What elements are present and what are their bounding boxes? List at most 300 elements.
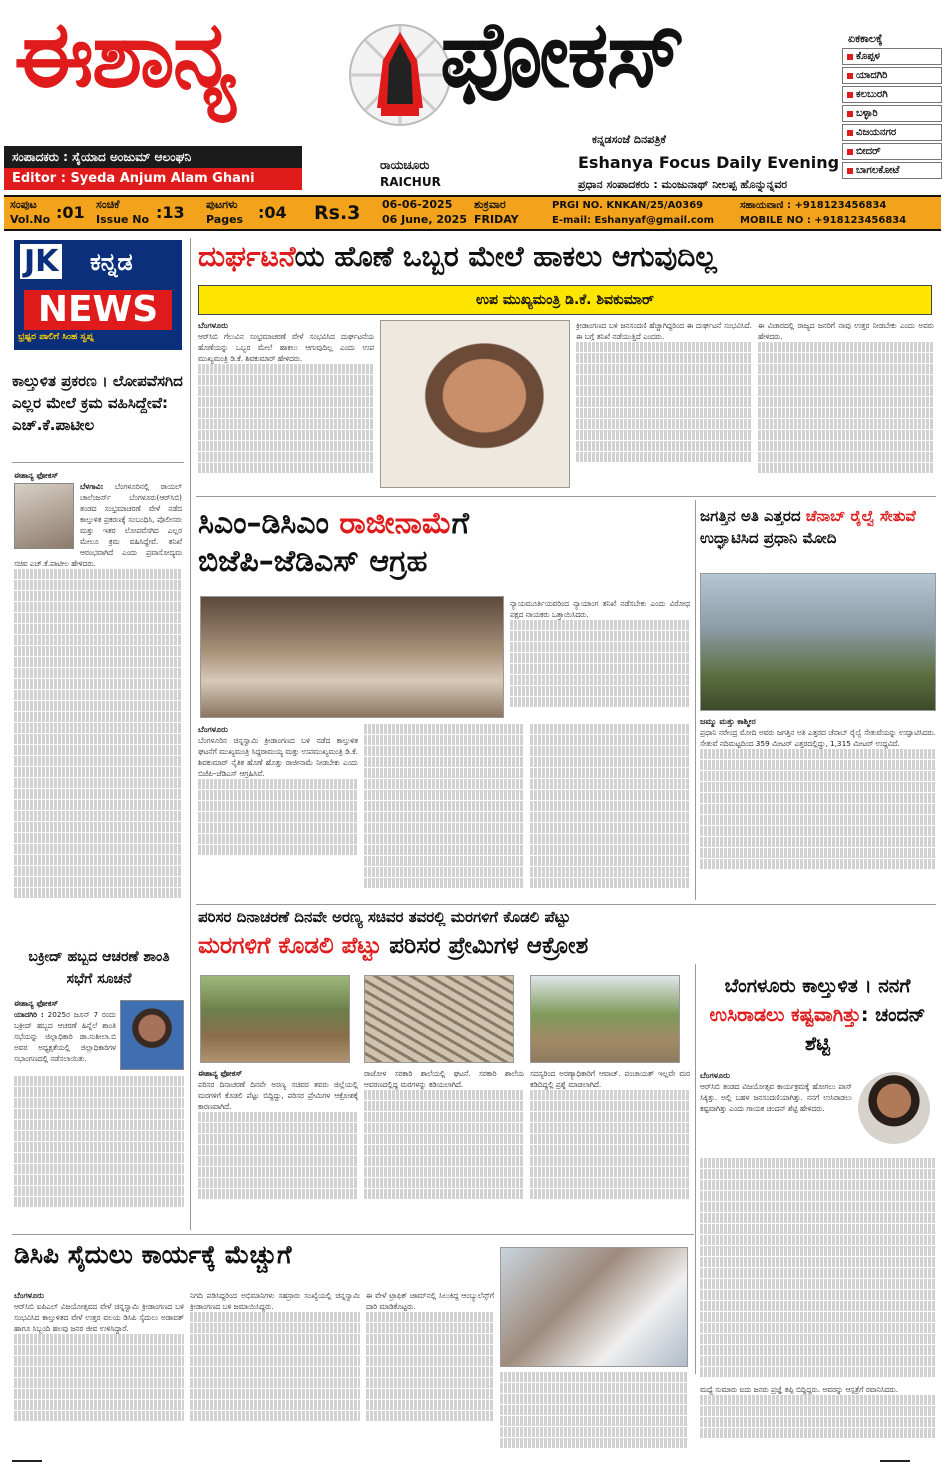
story1-headline-rest: ಯ ಹೊಣೆ ಒಬ್ಬರ ಮೇಲೆ ಹಾಕಲು ಆಗುವುದಿಲ್ಲ (294, 240, 717, 273)
text-line (14, 1120, 184, 1130)
text-line (700, 1235, 936, 1245)
text-line (758, 386, 934, 396)
edition-item: ಬಾಗಲಕೋಟೆ (842, 162, 942, 179)
text-line (364, 845, 524, 855)
story3-headline-b: ಉದ್ಘಾಟಿಸಿದ ಪ್ರಧಾನಿ ಮೋದಿ (700, 529, 837, 547)
text-line (364, 757, 524, 767)
text-line (758, 430, 934, 440)
helpline: ಸಹಾಯವಾಣಿ : +918123456834 (740, 200, 887, 211)
text-line (758, 408, 934, 418)
text-line (14, 1411, 184, 1421)
text-line (14, 1389, 184, 1399)
editor-kannada: ಸಂಪಾದಕರು : ಸೈಯಾದ ಅಂಜುಮ್ ಆಲಂಘನಿ (4, 146, 302, 168)
text-line (14, 1400, 184, 1410)
text-line (700, 859, 936, 869)
text-line (700, 1367, 936, 1377)
text-line (700, 837, 936, 847)
story1-headline (198, 240, 717, 274)
story4-headline (198, 933, 588, 959)
text-line (364, 867, 524, 877)
text-line (510, 620, 690, 630)
prgi-number: PRGI NO. KNKAN/25/A0369 (552, 200, 704, 211)
text-line (14, 822, 182, 832)
text-line (366, 1400, 494, 1410)
text-line (364, 779, 524, 789)
text-line (364, 834, 524, 844)
text-line (190, 1323, 360, 1333)
text-line (530, 735, 690, 745)
text-line (530, 1134, 690, 1144)
text-line (758, 452, 934, 462)
editor-box (4, 146, 302, 192)
text-line (366, 1323, 494, 1333)
text-line (364, 746, 524, 756)
story1-column-2 (576, 320, 752, 492)
text-line (14, 1175, 184, 1185)
text-line (198, 1167, 358, 1177)
editions-heading: ಏಕಕಾಲಕ್ಕೆ (848, 32, 883, 45)
text-line (500, 1405, 688, 1415)
text-line (530, 746, 690, 756)
text-line (198, 430, 374, 440)
text-line (576, 342, 752, 352)
date-english: 06 June, 2025 (382, 213, 467, 226)
text-line (530, 768, 690, 778)
text-line (364, 768, 524, 778)
edition-item: ಯಾದಗಿರಿ (842, 67, 942, 84)
text-line (758, 463, 934, 473)
text-line (700, 1202, 936, 1212)
story3-body (700, 716, 936, 902)
jk-kannada-news-ad (14, 240, 182, 350)
ad-tagline: ಭ್ರಷ್ಟರ ಪಾಲಿಗೆ ಸಿಂಹ ಸ್ವಪ್ನ (18, 332, 94, 342)
text-line (364, 1189, 524, 1199)
text-line (14, 679, 182, 689)
text-line (198, 801, 358, 811)
story4-text: ಪರಿಸರ ದಿನಾಚರಣೆ ದಿನವೇ ಅರಣ್ಯ ಸಚಿವರ ತವರು ಜಿಲ್ಲೆಯಲ್ಲಿ ಮರಗಳಿಗೆ ಕೊಡಲಿ ಪೆಟ್ಟು ಬಿದ್ದಿದ್ದು, ಪರಿಸರ ಪ್ರೇಮಿಗಳ ಆಕ್ರೋಶಕ್ಕೆ ಕಾರಣವಾಗಿದೆ. (198, 1080, 358, 1111)
text-line (700, 815, 936, 825)
text-line (530, 812, 690, 822)
text-line (190, 1400, 360, 1410)
text-line (530, 1123, 690, 1133)
text-line (14, 569, 182, 579)
text-line (366, 1389, 494, 1399)
text-line (198, 397, 374, 407)
volume-number: :01 (56, 203, 85, 222)
story2-headline-a: ಸಿಎಂ–ಡಿಸಿಎಂ (198, 506, 340, 541)
text-line (198, 1145, 358, 1155)
text-line (14, 1197, 184, 1207)
text-line (198, 419, 374, 429)
divider (196, 904, 936, 905)
text-line (530, 801, 690, 811)
text-line (700, 1257, 936, 1267)
story2-column-side (510, 598, 690, 720)
temple-emblem-icon (345, 20, 455, 130)
day-english: FRIDAY (474, 213, 519, 226)
edition-item: ಕಲಬುರಗಿ (842, 86, 942, 103)
story1-column-1 (198, 320, 374, 492)
text-line (510, 631, 690, 641)
masthead-english-title: Eshanya Focus Daily Evening (578, 153, 840, 172)
text-line (700, 1158, 936, 1168)
text-line (190, 1389, 360, 1399)
felled-logs-photo (364, 975, 514, 1063)
text-line (198, 463, 374, 473)
story5-continuation (700, 1158, 936, 1380)
text-line (700, 749, 936, 759)
text-line (198, 790, 358, 800)
text-line (700, 826, 936, 836)
masthead-title-right: ಫೋಕಸ್ (440, 0, 684, 108)
text-line (700, 1356, 936, 1366)
story1-subhead: ಉಪ ಮುಖ್ಯಮಂತ್ರಿ ಡಿ.ಕೆ. ಶಿವಕುಮಾರ್ (198, 285, 932, 315)
text-line (576, 441, 752, 451)
masthead (0, 0, 945, 235)
text-line (14, 1131, 184, 1141)
story2-headline (198, 505, 469, 581)
text-line (530, 1112, 690, 1122)
text-line (198, 1134, 358, 1144)
text-line (198, 1178, 358, 1188)
text-line (198, 845, 358, 855)
text-line (530, 867, 690, 877)
text-line (576, 408, 752, 418)
modi-chenab-bridge-photo (700, 573, 936, 711)
text-line (190, 1334, 360, 1344)
text-line (198, 823, 358, 833)
text-line (530, 878, 690, 888)
text-line (366, 1334, 494, 1344)
ad-kannada: ಕನ್ನಡ (90, 248, 133, 276)
text-line (14, 800, 182, 810)
edition-item: ವಿಜಯನಗರ (842, 124, 942, 141)
dateline: ಬೆಂಗಳೂರು (700, 1071, 730, 1080)
story4-text-3: ಸದಸ್ಯರಿಂದ ಅರಣ್ಯಾಧಿಕಾರಿಗೆ ಆವಾಜ್. ಪಂಚಾಯತ್ ಇಲ್ಲವೇ ಮರ ಕಡಿದಿದ್ದಲ್ಲಿ ಪ್ರಶ್ನೆ ಮಾಡಲಾಗಿದೆ. (530, 1069, 690, 1089)
story4-text-2: ರಾಜೋಳ ಸರಕಾರಿ ಶಾಲೆಯಲ್ಲಿ ಘಟನೆ. ಸರಕಾರಿ ಶಾಲೆಯ ಆವರಣದಲ್ಲಿದ್ದ ಮರಗಳನ್ನು ಕಡಿಯಲಾಗಿದೆ. (364, 1069, 524, 1089)
story1-column-3 (758, 320, 934, 492)
text-line (198, 452, 374, 462)
story2-headline-red: ರಾಜೀನಾಮೆ (339, 506, 452, 541)
text-line (14, 1334, 184, 1344)
story1-headline-red: ದುರ್ಘಟನೆ (198, 240, 295, 273)
text-line (530, 724, 690, 734)
story2-headline-line2: ಬಿಜೆಪಿ–ಜೆಡಿಎಸ್ ಆಗ್ರಹ (198, 544, 428, 579)
text-line (14, 1378, 184, 1388)
text-line (14, 767, 182, 777)
text-line (530, 1156, 690, 1166)
text-line (700, 771, 936, 781)
text-line (14, 789, 182, 799)
email: E-mail: Eshanyaf@gmail.com (552, 215, 715, 226)
issue-label-kn: ಸಂಚಿಕೆ (96, 198, 120, 211)
text-line (758, 342, 934, 352)
text-line (14, 1087, 184, 1097)
text-line (198, 441, 374, 451)
issue-label-en: Issue No (96, 213, 150, 226)
text-line (364, 1167, 524, 1177)
text-line (14, 877, 182, 887)
text-line (758, 364, 934, 374)
text-line (758, 375, 934, 385)
bjp-jds-meeting-photo (200, 596, 504, 718)
text-line (198, 386, 374, 396)
story2-headline-line1 (198, 505, 469, 543)
dateline: ಜಮ್ಮು ಮತ್ತು ಕಾಶ್ಮೀರ (700, 717, 756, 726)
story2-text: ಬೆಂಗಳೂರಿನ ಚಿನ್ನಸ್ವಾಮಿ ಕ್ರೀಡಾಂಗಣದ ಬಳಿ ನಡೆದ ಕಾಲ್ತುಳಿತ ಘಟನೆಗೆ ಮುಖ್ಯಮಂತ್ರಿ ಸಿದ್ದರಾಮಯ್ಯ ಮತ್ತು ಉಪಮುಖ್ಯಮಂತ್ರಿ ಡಿ.ಕೆ. ಶಿವಕುಮಾರ್ ನೈತಿಕ ಹೊಣೆ ಹೊತ್ತು ರಾಜೀನಾಮೆ ನೀಡಬೇಕು ಎಂದು ಬಿಜೆಪಿ–ಜೆಡಿಎಸ್ ಆಗ್ರಹಿಸಿವೆ. (198, 736, 358, 778)
text-line (700, 1180, 936, 1190)
text-line (14, 580, 182, 590)
editor-english: Editor : Syeda Anjum Alam Ghani (4, 168, 302, 190)
text-line (576, 397, 752, 407)
text-line (530, 834, 690, 844)
left-story-body (14, 470, 182, 940)
dateline: ಬೆಂಗಳೂರು (14, 1291, 44, 1300)
dk-shivakumar-photo (380, 320, 570, 488)
footer-mark (880, 1460, 910, 1462)
edition-item: ಬೀದರ್ (842, 143, 942, 160)
text-line (510, 653, 690, 663)
text-line (700, 1224, 936, 1234)
text-line (14, 833, 182, 843)
text-line (364, 823, 524, 833)
text-line (190, 1367, 360, 1377)
story3-headline (700, 505, 935, 549)
story5-headline-a: ಬೆಂಗಳೂರು ಕಾಲ್ತುಳಿತ । ನನಗೆ (724, 975, 911, 997)
dateline: ಯಾದಗಿರಿ : (14, 1010, 44, 1019)
text-line (14, 734, 182, 744)
text-line (510, 664, 690, 674)
left-headline: ಕಾಲ್ತುಳಿತ ಪ್ರಕರಣ । ಲೋಪವೆಸಗಿದ ಎಲ್ಲರ ಮೇಲೆ ಕ್ರಮ ವಹಿಸಿದ್ದೇವೆ: ಎಚ್.ಕೆ.ಪಾಟೀಲ (12, 372, 183, 434)
column-divider (190, 238, 191, 1230)
text-line (758, 419, 934, 429)
cleared-land-photo (530, 975, 680, 1063)
text-line (700, 1334, 936, 1344)
text-line (190, 1312, 360, 1322)
text-line (700, 1191, 936, 1201)
text-line (500, 1383, 688, 1393)
text-line (14, 778, 182, 788)
text-line (500, 1372, 688, 1382)
text-line (576, 386, 752, 396)
text-line (14, 1076, 184, 1086)
dateline: ಬೆಂಗಳೂರು (198, 321, 228, 330)
text-line (700, 1169, 936, 1179)
text-line (700, 1406, 936, 1416)
story6-text-4: ಮಧ್ಯೆ ಸುಮಾರು ಐದು ಜನರು ಪ್ರಜ್ಞೆ ತಪ್ಪಿ ಬಿದ್ದಿದ್ದರು. ಅವರನ್ನು ಆಸ್ಪತ್ರೆಗೆ ರವಾನಿಸಿದರು. (700, 1385, 899, 1394)
text-line (700, 1417, 936, 1427)
text-line (14, 745, 182, 755)
text-line (366, 1345, 494, 1355)
footer-mark (12, 1460, 42, 1462)
text-line (530, 779, 690, 789)
text-line (14, 1142, 184, 1152)
text-line (700, 1279, 936, 1289)
text-line (14, 1153, 184, 1163)
text-line (14, 690, 182, 700)
text-line (530, 1167, 690, 1177)
story6-column-3 (366, 1290, 494, 1450)
text-line (758, 353, 934, 363)
divider (196, 496, 936, 497)
pages-label-kn: ಪುಟಗಳು (206, 198, 238, 211)
edition-item: ಕೊಪ್ಪಳ (842, 48, 942, 65)
text-line (14, 712, 182, 722)
chief-editor: ಪ್ರಧಾನ ಸಂಪಾದಕರು : ಮಂಜುನಾಥ್ ನೀಲಪ್ಪ ಹೊನ್ನುನ್ನವರ (578, 178, 788, 191)
dateline: ಬೆಂಗಳೂರು (198, 725, 228, 734)
text-line (364, 801, 524, 811)
date-numeric: 06-06-2025 (382, 198, 453, 211)
text-line (14, 624, 182, 634)
text-line (14, 602, 182, 612)
text-line (500, 1416, 688, 1426)
text-line (500, 1394, 688, 1404)
column-divider (695, 500, 696, 900)
text-line (700, 804, 936, 814)
text-line (14, 888, 182, 898)
text-line (198, 1123, 358, 1133)
story2-column-2 (364, 724, 524, 900)
story3-headline-red: ಚೆನಾಬ್ ರೈಲ್ವೆ ಸೇತುವೆ (805, 507, 916, 525)
text-line (530, 1090, 690, 1100)
text-line (364, 812, 524, 822)
story4-column-3 (530, 1068, 690, 1228)
text-line (198, 1112, 358, 1122)
byline: ಈಶಾನ್ಯ ಫೋಕಸ್ (198, 1069, 243, 1078)
text-line (14, 1345, 184, 1355)
text-line (510, 697, 690, 707)
text-line (366, 1312, 494, 1322)
bakrid-headline: ಬಕ್ರೀದ್ ಹಬ್ಬದ ಆಚರಣೆ ಶಾಂತಿ ಸಭೆಗೆ ಸೂಚನೆ (28, 949, 170, 987)
text-line (14, 1109, 184, 1119)
text-line (366, 1411, 494, 1421)
text-line (364, 1112, 524, 1122)
story1-text-2: ಕ್ರೀಡಾಂಗಣದ ಬಳಿ ಜನಸಂದಣಿ ಹೆಚ್ಚಾಗಿದ್ದರಿಂದ ಈ ದುರ್ಘಟನೆ ಸಂಭವಿಸಿದೆ. ಈ ಬಗ್ಗೆ ತನಿಖೆ ನಡೆಯುತ್ತಿದೆ ಎಂದರು. (576, 321, 752, 341)
text-line (700, 1290, 936, 1300)
text-line (14, 855, 182, 865)
story6-column-1 (14, 1290, 184, 1450)
text-line (14, 591, 182, 601)
text-line (14, 1367, 184, 1377)
text-line (366, 1356, 494, 1366)
column-divider (695, 964, 696, 1374)
text-line (364, 790, 524, 800)
text-line (198, 364, 374, 374)
text-line (14, 866, 182, 876)
text-line (198, 1156, 358, 1166)
text-line (14, 811, 182, 821)
story2-headline-b: ಗೆ (451, 506, 470, 541)
story5-headline (700, 972, 935, 1059)
story6-column-2 (190, 1290, 360, 1450)
text-line (198, 375, 374, 385)
text-line (366, 1378, 494, 1388)
text-line (366, 1367, 494, 1377)
story5-body (700, 1070, 852, 1154)
text-line (14, 756, 182, 766)
story3-text: ಪ್ರಧಾನಿ ನರೇಂದ್ರ ಮೋದಿ ಅವರು ಜಗತ್ತಿನ ಅತಿ ಎತ್ತರದ ಚೆನಾಬ್ ರೈಲ್ವೆ ಸೇತುವೆಯನ್ನು ಉದ್ಘಾಟಿಸಿದರು. ಸೇತುವೆ ನದಿಮಟ್ಟದಿಂದ 359 ಮೀಟರ್ ಎತ್ತರದಲ್ಲಿದ್ದು, 1,315 ಮೀಟರ್ ಉದ್ದವಿದೆ. (700, 728, 936, 748)
story5-text: ಆರ್‌ಸಿಬಿ ತಂಡದ ವಿಜಯೋತ್ಸವ ಕಾರ್ಯಕ್ರಮಕ್ಕೆ ಹೋಗಲು ಪಾಸ್ ಸಿಕ್ಕಿತ್ತು. ಅಲ್ಲಿ ಬಹಳ ಜನಸಂದಣಿಯಾಗಿತ್ತು. ನನಗೆ ಉಸಿರಾಡಲು ಕಷ್ಟವಾಗಿತ್ತು ಎಂದು ಗಾಯಕ ಚಂದನ್ ಶೆಟ್ಟಿ ಹೇಳಿದರು. (700, 1082, 852, 1113)
text-line (364, 735, 524, 745)
ad-jk: JK (20, 244, 62, 279)
text-line (364, 1134, 524, 1144)
text-line (198, 779, 358, 789)
text-line (700, 1213, 936, 1223)
text-line (530, 845, 690, 855)
masthead-subtitle: ಕನ್ನಡಸಂಜೆ ದಿನಪತ್ರಿಕೆ (592, 133, 666, 146)
text-line (510, 642, 690, 652)
story4-column-1 (198, 1068, 358, 1228)
text-line (14, 657, 182, 667)
story2-text-2: ನ್ಯಾಯಮೂರ್ತಿಯವರಿಂದ ನ್ಯಾಯಾಂಗ ತನಿಖೆ ನಡೆಸಬೇಕು ಎಂದು ವಿರೋಧ ಪಕ್ಷದ ನಾಯಕರು ಒತ್ತಾಯಿಸಿದರು. (510, 599, 690, 619)
story1-text-3: ಈ ವಿಚಾರದಲ್ಲಿ ರಾಜ್ಯದ ಜನರಿಗೆ ನಾವು ಉತ್ತರ ನೀಡಬೇಕು ಎಂದು ಅವರು ಹೇಳಿದರು. (758, 321, 934, 341)
issue-info-bar (4, 195, 941, 231)
text-line (700, 1301, 936, 1311)
text-line (700, 1312, 936, 1322)
dateline: ಬೆಳಗಾವಿ: (80, 482, 104, 491)
text-line (700, 1246, 936, 1256)
text-line (576, 430, 752, 440)
price: Rs.3 (314, 202, 361, 224)
text-line (198, 812, 358, 822)
story4-headline-rest: ಪರಿಸರ ಪ್ರೇಮಿಗಳ ಆಕ್ರೋಶ (381, 933, 589, 959)
story1-text: ಆರ್‌ಸಿಬಿ ಗೆಲುವಿನ ಸಂಭ್ರಮಾಚರಣೆ ವೇಳೆ ಸಂಭವಿಸಿದ ದುರ್ಘಟನೆಯ ಹೊಣೆಯನ್ನು ಒಬ್ಬರ ಮೇಲೆ ಹಾಕಲು ಆಗುವುದಿಲ್ಲ ಎಂದು ಉಪ ಮುಖ್ಯಮಂತ್ರಿ ಡಿ.ಕೆ. ಶಿವಕುಮಾರ್ ಹೇಳಿದರು. (198, 332, 374, 363)
bakrid-story-text: 2025ರ ಜೂನ್ 7 ರಂದು ಬಕ್ರೀದ್ ಹಬ್ಬದ ಆಚರಣೆ ಹಿನ್ನೆಲೆ ಶಾಂತಿ ಸಭೆಯನ್ನು ಜಿಲ್ಲಾಧಿಕಾರಿ ಡಾ.ಸುಶೀಲಾ.ಬಿ ಅವರ ಅಧ್ಯಕ್ಷತೆಯಲ್ಲಿ ಜಿಲ್ಲಾಧಿಕಾರಿಗಳ ಸಭಾಂಗಣದಲ್ಲಿ ನಡೆಸಲಾಯಿತು. (14, 1010, 116, 1063)
text-line (500, 1427, 688, 1437)
text-line (758, 441, 934, 451)
text-line (14, 701, 182, 711)
text-line (364, 1123, 524, 1133)
text-line (14, 844, 182, 854)
editions-list (842, 32, 942, 181)
text-line (530, 1145, 690, 1155)
text-line (364, 1090, 524, 1100)
text-line (576, 375, 752, 385)
byline: ಈಶಾನ್ಯ ಫೋಕಸ್ (14, 999, 59, 1008)
text-line (364, 724, 524, 734)
text-line (510, 686, 690, 696)
text-line (14, 1098, 184, 1108)
text-line (576, 452, 752, 462)
text-line (364, 878, 524, 888)
text-line (530, 1178, 690, 1188)
text-line (700, 1268, 936, 1278)
story6-text: ಆರ್‌ಸಿಬಿ ಐಪಿಎಲ್ ವಿಜಯೋತ್ಸವದ ವೇಳೆ ಚಿನ್ನಸ್ವಾಮಿ ಕ್ರೀಡಾಂಗಣದ ಬಳಿ ಸಂಭವಿಸಿದ ಕಾಲ್ತುಳಿತದ ವೇಳೆ ಉತ್ತರ ವಲಯ ಡಿಸಿಪಿ ಸೈದುಲು ಅಡಾವತ್ ಹಾಗೂ ಸಿಬ್ಬಂದಿ ಹಲವು ಜನರ ಜೀವ ಉಳಿಸಿದ್ದಾರೆ. (14, 1302, 184, 1333)
text-line (364, 1178, 524, 1188)
edition-item: ಬಳ್ಳಾರಿ (842, 105, 942, 122)
text-line (530, 1101, 690, 1111)
text-line (14, 668, 182, 678)
text-line (530, 757, 690, 767)
text-line (190, 1345, 360, 1355)
text-line (190, 1378, 360, 1388)
text-line (700, 1428, 936, 1438)
text-line (198, 408, 374, 418)
bakrid-story-continuation (14, 1076, 184, 1228)
text-line (700, 1323, 936, 1333)
text-line (700, 848, 936, 858)
byline: ಈಶಾನ್ಯ ಫೋಕಸ್ (14, 471, 59, 480)
text-line (14, 646, 182, 656)
text-line (198, 1189, 358, 1199)
city-kannada: ರಾಯಚೂರು (380, 158, 430, 172)
story2-column-3 (530, 724, 690, 900)
text-line (700, 1345, 936, 1355)
story2-column-1 (198, 724, 358, 900)
story5-headline-b: : ಚಂದನ್ ಶೆಟ್ಟಿ (805, 1004, 926, 1055)
tree-stump-photo (200, 975, 350, 1063)
story4-column-2 (364, 1068, 524, 1228)
